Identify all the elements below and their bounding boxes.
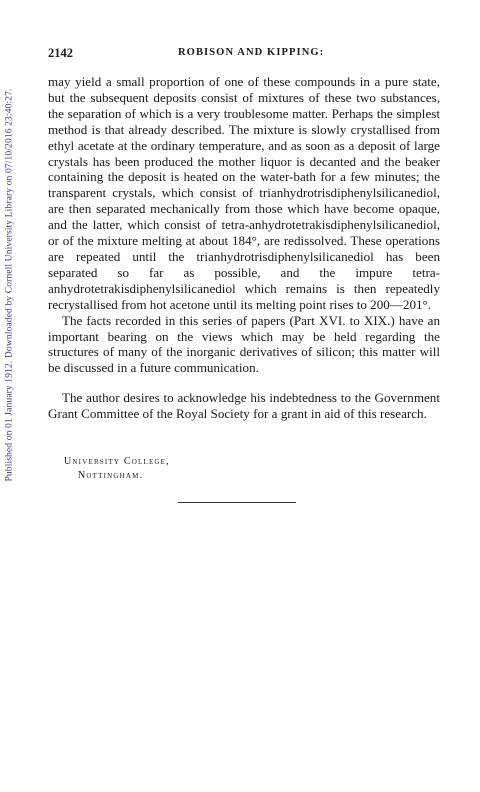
paragraph-facts: The facts recorded in this series of papers (Part XVI. to XIX.) have an important bearing on the views which may be held regarding the structures of many of the inorganic derivatives of silicon; this matter will be discussed in a future communication. [48, 312, 440, 376]
running-head: ROBISON AND KIPPING: [178, 47, 325, 58]
page-header [48, 46, 440, 60]
address-line-1: University College, [64, 456, 170, 467]
body-text [48, 74, 440, 422]
paragraph-acknowledgement: The author desires to acknowledge his indebtedness to the Government Grant Committee of the Royal Society for a grant in aid of this research. [48, 390, 440, 422]
end-rule [178, 502, 296, 503]
paragraph-continuation: may yield a small proportion of one of these compounds in a pure state, but the subsequent deposits consist of mixtures of these two substances, the separation of which is a very troublesome matter. Perhaps the simplest method is that already described. The mixture is slowly crystallised from ethyl acetate at the ordinary temperature, and as soon as a deposit of large crystals has been produced the mother liquor is decanted and the beaker containing the deposit is heated on the water-bath for a few minutes; the transparent crystals, which consist of trianhydrotrisdiphenylsilicanediol, are then separated mechanically from those which have become opaque, and the latter, which consist of tetra-anhydrotetrakisdiphenylsilicanediol, or of the mixture melting at about 184°, are redissolved. These operations are repeated until the trianhydrotrisdiphenylsilicanediol has been separated so far as possible, and the impure tetra-anhydrotetrakisdiphenylsilicanediol which remains is then repeatedly recrystallised from hot acetone until its melting point rises to 200—201°. [48, 74, 440, 312]
address-line-2: Nottingham. [78, 470, 144, 481]
watermark-text: Published on 01 January 1912. Downloaded by Cornell University Library on 07/10/2016 23:40:27. [3, 88, 15, 482]
page-number: 2142 [48, 46, 73, 60]
author-address [64, 455, 170, 483]
download-watermark [1, 60, 17, 510]
